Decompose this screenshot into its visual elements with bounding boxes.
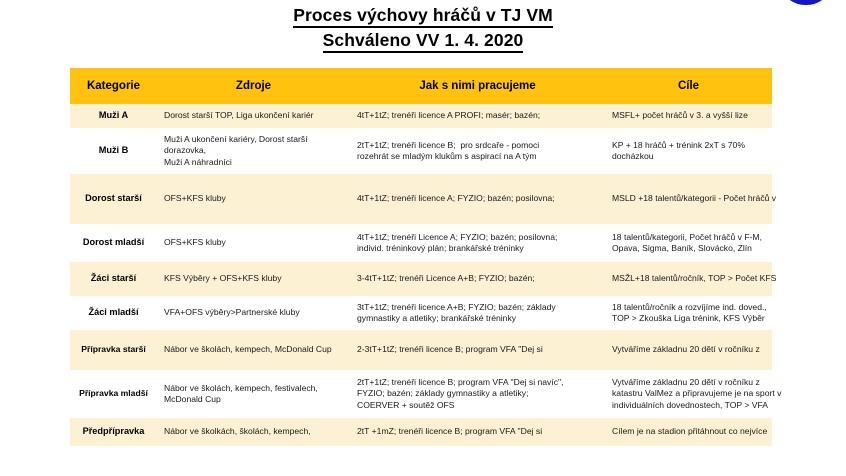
table-header-row (70, 68, 772, 104)
cell-cile (605, 224, 772, 262)
cell-zdroje (157, 418, 350, 446)
cell-jak-s-nimi-pracujeme-line: 4tT+1tZ; trenéři licence A; FYZIO; bazén; posilovna; (357, 193, 555, 204)
cell-cile-line: 18 talentů/kategorii, Počet hráčů v F-M, (612, 231, 762, 242)
table-row (70, 330, 772, 370)
column-header-cile: Cíle (605, 68, 772, 104)
cell-zdroje-line: Nábor ve školách, kempech, McDonald Cup (164, 344, 332, 355)
cell-zdroje-line: Dorost starší TOP, Liga ukončení kariér (164, 110, 314, 121)
cell-jak-s-nimi-pracujeme-line: 2tT+1tZ; trenéři licence B; pro srdcaře - pomoci (357, 139, 540, 150)
table-row (70, 262, 772, 296)
cell-zdroje (157, 370, 350, 418)
cell-cile-line: Vytváříme základnu 20 dětí v ročníku z (612, 344, 760, 355)
cell-jak-s-nimi-pracujeme-line: 2-3tT+1tZ; trenéři licence B; program VFA "Dej si (357, 344, 543, 355)
cell-kategorie: Přípravka mladší (70, 370, 157, 418)
cell-cile (605, 174, 777, 224)
title-line-2: Schváleno VV 1. 4. 2020 (323, 29, 524, 53)
cell-zdroje (157, 330, 350, 370)
cell-jak-s-nimi-pracujeme-line: 2tT +1mZ; trenéři licence B; program VFA "Dej si (357, 426, 543, 437)
cell-zdroje (157, 174, 350, 224)
cell-zdroje-line: OFS+KFS kluby (164, 193, 226, 204)
cell-jak-s-nimi-pracujeme (350, 174, 605, 224)
cell-kategorie: Dorost mladší (70, 224, 157, 262)
title-line-1: Proces výchovy hráčů v TJ VM (293, 4, 553, 28)
cell-kategorie: Muži B (70, 128, 157, 174)
column-header-kategorie: Kategorie (70, 68, 157, 104)
cell-zdroje-line: Muži A náhradníci (164, 156, 232, 167)
table-row (70, 174, 772, 224)
cell-jak-s-nimi-pracujeme (350, 418, 605, 446)
cell-jak-s-nimi-pracujeme (350, 330, 605, 370)
cell-zdroje-line: Nábor ve školkách, školách, kempech, (164, 426, 311, 437)
cell-cile (605, 370, 782, 418)
cell-jak-s-nimi-pracujeme-line: 4tT+1tZ; trenéři Licence A; FYZIO; bazén; posilovna; (357, 231, 558, 242)
column-header-jak-s-nimi-pracujeme: Jak s nimi pracujeme (350, 68, 605, 104)
cell-cile-line: Opava, Sigma, Baník, Slovácko, Zlín (612, 243, 752, 253)
cell-jak-s-nimi-pracujeme (350, 262, 605, 296)
cell-zdroje-line: dorazovka, (164, 145, 207, 156)
cell-cile-line: MSŽL+18 talentů/ročník, TOP > Počet KFS (612, 273, 777, 284)
table-row (70, 224, 772, 262)
cell-zdroje-line: OFS+KFS kluby (164, 237, 226, 248)
cell-cile-line: individuálních dovednostech, TOP > VFA (612, 399, 768, 410)
cell-jak-s-nimi-pracujeme-line: individ. tréninkový plán; brankářské tréninky (357, 243, 524, 253)
cell-cile-line: Vytváříme základnu 20 dětí v ročníku z (612, 376, 760, 387)
table-row (70, 128, 772, 174)
cell-jak-s-nimi-pracujeme-line: 3tT+1tZ; trenéři licence A+B; FYZIO; bazén; základy (357, 301, 556, 312)
table-body (70, 104, 782, 446)
cell-zdroje-line: VFA+OFS výběry>Partnerské kluby (164, 307, 300, 318)
cell-jak-s-nimi-pracujeme-line: gymnastiky a atletiky; brankářské tréninky (357, 313, 517, 323)
table-row (70, 296, 772, 330)
table-header (70, 68, 772, 104)
cell-zdroje (157, 128, 350, 174)
page-title (0, 4, 846, 54)
cell-cile (605, 262, 777, 296)
cell-cile (605, 296, 772, 330)
cell-cile (605, 418, 772, 446)
cell-jak-s-nimi-pracujeme (350, 104, 605, 128)
cell-cile-line: katastru ValMez a připravujeme je na sport v (612, 388, 782, 399)
cell-jak-s-nimi-pracujeme-line: 3-4tT+1tZ; trenéři Licence A+B; FYZIO; bazén; (357, 273, 535, 284)
cell-kategorie: Dorost starší (70, 174, 157, 224)
cell-kategorie: Předpřípravka (70, 418, 157, 446)
cell-kategorie: Žáci starší (70, 262, 157, 296)
cell-cile-line: docházkou (612, 151, 654, 161)
cell-zdroje (157, 262, 350, 296)
column-header-zdroje: Zdroje (157, 68, 350, 104)
table-row (70, 418, 772, 446)
cell-zdroje-line: McDonald Cup (164, 394, 221, 404)
cell-kategorie: Přípravka starší (70, 330, 157, 370)
cell-cile-line: Cílem je na stadion přitáhnout co nejvíce (612, 426, 768, 437)
cell-cile-line: 18 talentů/ročník a rozvíjíme ind. doved., (612, 301, 767, 312)
cell-zdroje (157, 224, 350, 262)
cell-jak-s-nimi-pracujeme-line: 2tT+1tZ; trenéři licence B; program VFA "Dej si navíc", (357, 376, 564, 387)
cell-cile-line: MSLD +18 talentů/kategorii - Počet hráčů v (612, 193, 777, 204)
cell-jak-s-nimi-pracujeme (350, 296, 605, 330)
cell-zdroje-line: Muži A ukončení kariéry, Dorost starší (164, 133, 308, 144)
cell-jak-s-nimi-pracujeme-line: COERVER + soutěž OFS (357, 399, 455, 410)
table-row (70, 370, 772, 418)
cell-cile-line: TOP > Zkouška Liga trénink, KFS Výběr (612, 313, 765, 323)
cell-cile (605, 128, 772, 174)
cell-jak-s-nimi-pracujeme (350, 224, 605, 262)
cell-jak-s-nimi-pracujeme (350, 128, 605, 174)
cell-jak-s-nimi-pracujeme-line: 4tT+1tZ; trenéři licence A PROFI; masér; bazén; (357, 110, 541, 121)
cell-zdroje (157, 296, 350, 330)
cell-zdroje (157, 104, 350, 128)
cell-zdroje-line: KFS Výběry + OFS+KFS kluby (164, 273, 282, 284)
cell-cile (605, 104, 772, 128)
table-row (70, 104, 772, 128)
cell-cile (605, 330, 772, 370)
cell-jak-s-nimi-pracujeme (350, 370, 605, 418)
cell-cile-line: KP + 18 hráčů + trénink 2xT s 70% (612, 139, 745, 150)
cell-jak-s-nimi-pracujeme-line: rozehrát se mladým klukům s aspirací na A tým (357, 151, 537, 161)
proces-vychovy-table (70, 68, 782, 446)
cell-cile-line: MSFL+ počet hráčů v 3. a vyšší lize (612, 110, 748, 121)
cell-zdroje-line: Nábor ve školách, kempech, festivalech, (164, 382, 318, 393)
cell-jak-s-nimi-pracujeme-line: FYZIO; bazén; základy gymnastiky a atletiky; (357, 388, 529, 399)
cell-kategorie: Muži A (70, 104, 157, 128)
cell-kategorie: Žáci mladší (70, 296, 157, 330)
